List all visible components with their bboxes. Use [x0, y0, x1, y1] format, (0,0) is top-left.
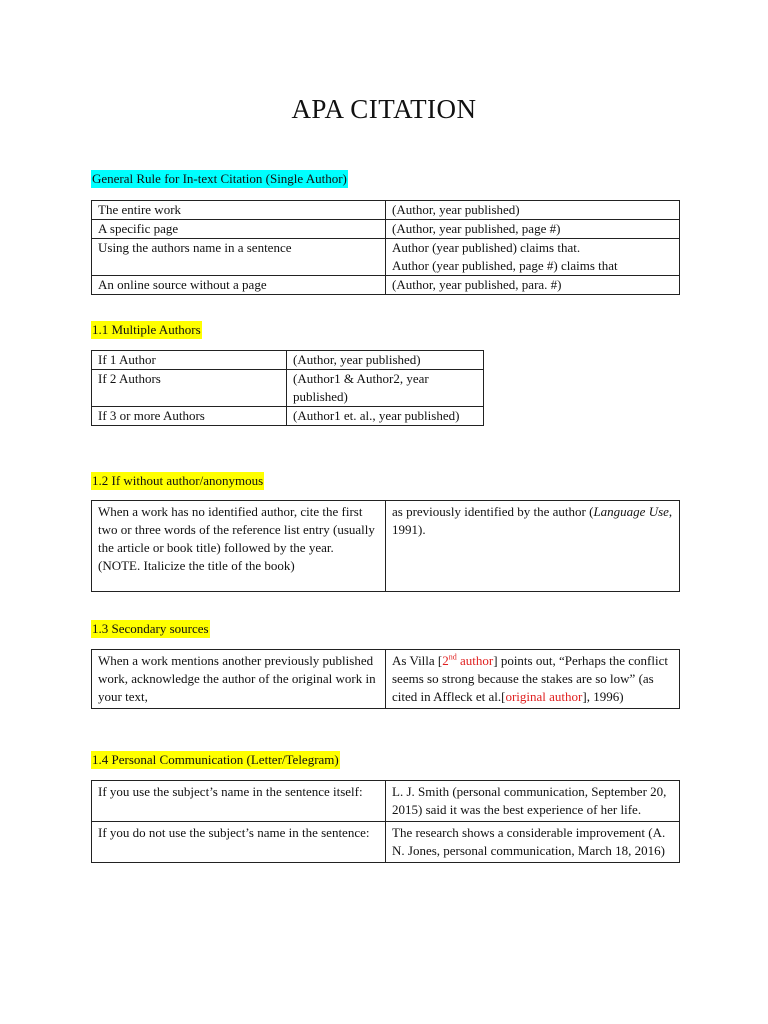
table-row: [92, 650, 680, 709]
anonymous-table: [91, 500, 680, 592]
situation-cell: If you do not use the subject’s name in the sentence:: [92, 822, 386, 863]
table-row: [92, 220, 680, 239]
situation-cell: If 1 Author: [92, 351, 287, 370]
format-cell: [386, 239, 680, 276]
table-row: [92, 822, 680, 863]
format-cell: (Author1 & Author2, year published): [287, 370, 484, 407]
situation-cell: The entire work: [92, 201, 386, 220]
section-heading-secondary: 1.3 Secondary sources: [92, 621, 209, 636]
general-rule-table: [91, 200, 680, 295]
format-line: Author (year published) claims that.: [392, 240, 581, 255]
table-row: [92, 239, 680, 276]
annotation-original-author: original author: [505, 689, 583, 704]
situation-cell: Using the authors name in a sentence: [92, 239, 386, 276]
format-cell: [386, 201, 680, 220]
table-row: [92, 276, 680, 295]
format-cell: (Author, year published): [287, 351, 484, 370]
example-cell: L. J. Smith (personal communication, September 20, 2015) said it was the best experience of her life.: [386, 781, 680, 822]
annotation-second-author: 2nd author: [442, 652, 494, 668]
situation-cell: If you use the subject’s name in the sentence itself:: [92, 781, 386, 822]
format-line: (Author, year published, para. #): [392, 277, 562, 292]
example-cell: as previously identified by the author (Language Use, 1991).: [386, 501, 680, 592]
section-heading-personal: 1.4 Personal Communication (Letter/Telegram): [92, 752, 339, 767]
example-cell: The research shows a considerable improvement (A. N. Jones, personal communication, March 18, 2016): [386, 822, 680, 863]
situation-cell: An online source without a page: [92, 276, 386, 295]
multiple-authors-table: [91, 350, 484, 426]
example-cell: As Villa [2nd author] points out, “Perhaps the conflict seems so strong because the stakes are so low” (as cited in Affleck et al.[original author], 1996): [386, 650, 680, 709]
personal-communication-table: [91, 780, 680, 863]
section-heading-anonymous: 1.2 If without author/anonymous: [92, 473, 264, 488]
table-row: [92, 370, 484, 407]
description-cell: When a work has no identified author, cite the first two or three words of the reference list entry (usually the article or book title) followed by the year. (NOTE. Italicize the title of the book): [92, 501, 386, 592]
table-row: [92, 201, 680, 220]
format-cell: [386, 276, 680, 295]
section-heading-general: General Rule for In-text Citation (Single Author): [92, 171, 347, 186]
format-line: (Author, year published, page #): [392, 221, 561, 236]
table-row: [92, 351, 484, 370]
format-cell: [386, 220, 680, 239]
format-cell: (Author1 et. al., year published): [287, 407, 484, 426]
table-row: [92, 407, 484, 426]
format-line: Author (year published, page #) claims that: [392, 258, 618, 273]
document-title: APA CITATION: [291, 94, 477, 124]
situation-cell: If 3 or more Authors: [92, 407, 287, 426]
table-row: [92, 781, 680, 822]
situation-cell: If 2 Authors: [92, 370, 287, 407]
table-row: [92, 501, 680, 592]
description-cell: When a work mentions another previously published work, acknowledge the author of the original work in your text,: [92, 650, 386, 709]
italic-title: Language Use: [593, 504, 669, 519]
secondary-sources-table: [91, 649, 680, 709]
format-line: (Author, year published): [392, 202, 520, 217]
section-heading-multiple-authors: 1.1 Multiple Authors: [92, 322, 201, 337]
situation-cell: A specific page: [92, 220, 386, 239]
